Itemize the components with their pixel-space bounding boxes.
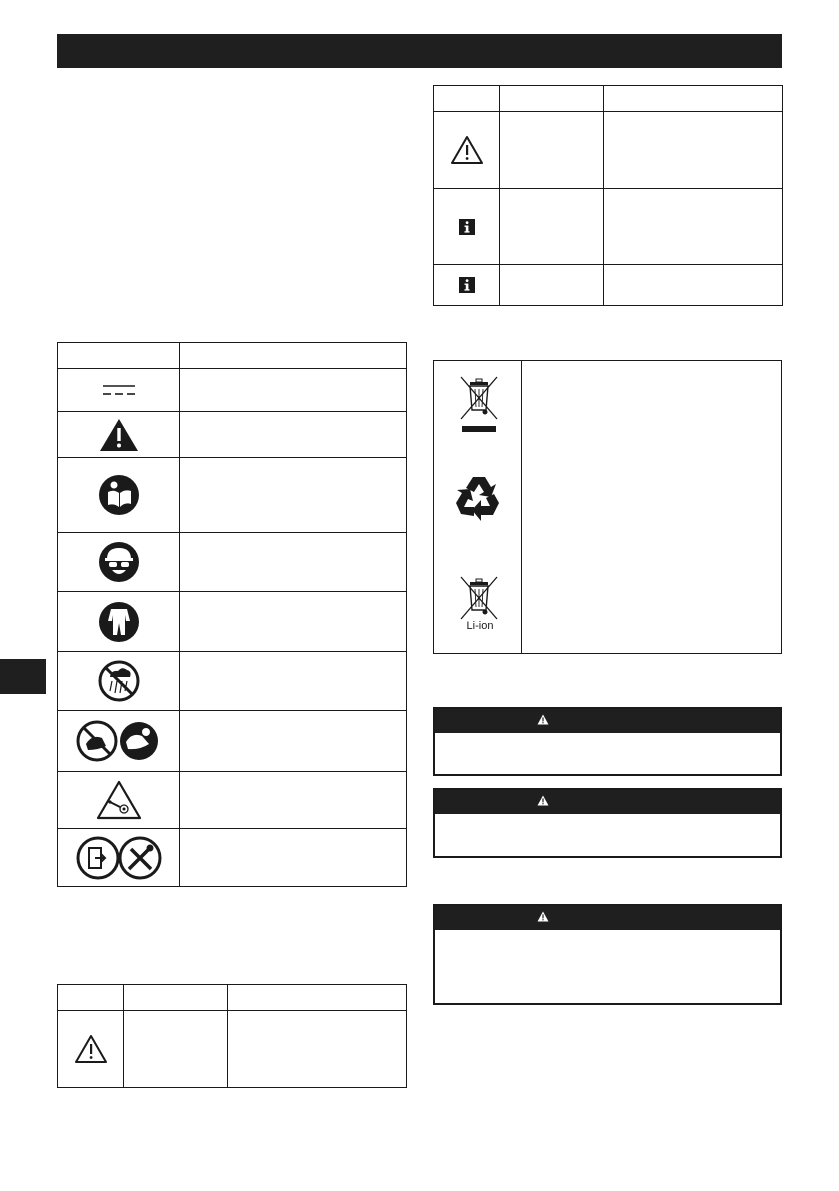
table-row	[58, 369, 407, 412]
wear-helmet-goggles-mask-icon	[98, 541, 140, 583]
info-icon	[459, 277, 475, 293]
table-row	[58, 412, 407, 458]
remove-battery-before-maintenance-icon	[76, 836, 162, 880]
read-manual-icon	[98, 474, 140, 516]
warning-triangle-icon	[99, 418, 139, 452]
wear-protective-clothing-icon	[98, 601, 140, 643]
table-row	[434, 265, 783, 306]
table-row	[58, 652, 407, 711]
header-bar	[57, 34, 782, 68]
warning-box	[433, 904, 782, 1005]
hazard-definition-table	[57, 984, 407, 1088]
symbols-table	[57, 342, 407, 887]
do-not-expose-to-rain-icon	[98, 660, 140, 702]
warning-triangle-icon	[537, 714, 549, 725]
table-row	[58, 711, 407, 772]
table-header-row	[58, 343, 407, 369]
table-row	[58, 1011, 407, 1088]
warning-triangle-icon	[537, 911, 549, 922]
crossed-out-bin-icon	[458, 376, 500, 434]
info-icon	[459, 219, 475, 235]
warning-header	[435, 790, 780, 814]
warning-box	[433, 788, 782, 858]
table-header-row	[434, 86, 783, 112]
side-tab	[0, 659, 46, 694]
table-row	[434, 112, 783, 189]
warning-header	[435, 709, 780, 733]
li-ion-label: Li-ion	[466, 620, 494, 632]
crossed-out-bin-li-ion-icon	[458, 576, 500, 620]
warning-header	[435, 906, 780, 930]
table-row	[434, 189, 783, 265]
warning-box	[433, 707, 782, 776]
warning-triangle-icon	[537, 795, 549, 806]
warning-triangle-icon	[74, 1034, 108, 1064]
table-row	[58, 829, 407, 887]
table-row	[58, 533, 407, 592]
table-row	[58, 458, 407, 533]
divider	[521, 361, 522, 653]
signal-word-table	[433, 85, 783, 306]
direct-current-icon	[102, 383, 136, 397]
recycle-icon	[455, 473, 503, 521]
warning-triangle-icon	[450, 135, 484, 165]
table-row	[58, 592, 407, 652]
keep-hands-away-icon	[76, 720, 162, 762]
table-header-row	[58, 985, 407, 1011]
table-row	[58, 772, 407, 829]
rotating-blade-hazard-icon	[96, 780, 142, 820]
